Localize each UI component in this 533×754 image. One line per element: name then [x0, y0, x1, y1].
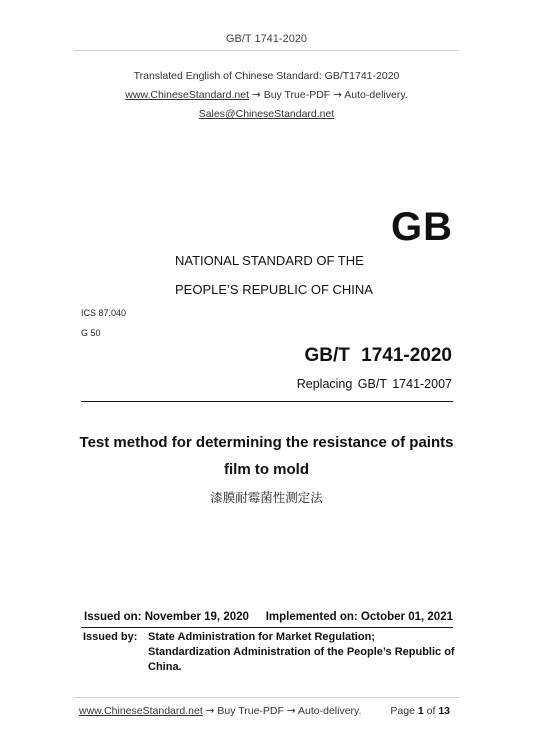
footer-divider: [74, 697, 459, 698]
buy-text: Buy True-PDF: [263, 89, 331, 101]
gb-mark: GB: [391, 205, 453, 249]
site-link[interactable]: www.ChineseStandard.net: [125, 89, 250, 101]
arrow-right-icon: →: [251, 89, 261, 101]
arrow-right-icon: →: [333, 89, 342, 101]
org-line-1: NATIONAL STANDARD OF THE: [175, 253, 364, 268]
title-chinese: 漆膜耐霉菌性测定法: [210, 490, 323, 505]
page-label: Page: [390, 705, 415, 717]
ccs-code: G 50: [81, 328, 101, 338]
issuer-line-3: China.: [148, 661, 182, 673]
cover-divider: [81, 401, 453, 402]
footer-site-link[interactable]: www.ChineseStandard.net: [79, 705, 203, 717]
running-header: GB/T 1741-2020: [225, 33, 308, 45]
footer-purchase-line: [79, 705, 361, 717]
purchase-line: [0, 89, 533, 101]
arrow-right-icon: →: [205, 705, 215, 717]
page-total: 13: [438, 705, 450, 717]
org-line-2: PEOPLE’S REPUBLIC OF CHINA: [175, 282, 373, 297]
issuer-label: Issued by:: [83, 631, 138, 643]
email-line: [0, 108, 533, 120]
title-line-2: film to mold: [224, 461, 309, 478]
page-current: 1: [417, 705, 424, 717]
footer-delivery-text: Auto-delivery.: [298, 705, 362, 717]
replacing-note: Replacing GB/T 1741-2007: [296, 377, 452, 391]
dates-divider: [81, 627, 453, 628]
issuer-line-2: Standardization Administration of the People’s Republic of: [148, 646, 455, 658]
issued-date: Issued on: November 19, 2020: [84, 611, 249, 623]
page-indicator: [390, 705, 450, 717]
standard-number: GB/T 1741-2020: [304, 345, 452, 366]
title-line-1: Test method for determining the resistance of paints: [79, 434, 454, 451]
email-link[interactable]: Sales@ChineseStandard.net: [198, 108, 335, 120]
header-divider: [74, 50, 459, 51]
translation-notice: Translated English of Chinese Standard: GB/T1741-2020: [133, 70, 400, 82]
footer-buy-text: Buy True-PDF: [217, 705, 284, 717]
issuer-line-1: State Administration for Market Regulation;: [148, 631, 375, 643]
page-of: of: [426, 705, 436, 717]
delivery-text: Auto-delivery.: [344, 89, 408, 101]
implemented-date: Implemented on: October 01, 2021: [265, 611, 453, 623]
ics-code: ICS 87.040: [81, 308, 127, 318]
arrow-right-icon: →: [286, 705, 296, 717]
